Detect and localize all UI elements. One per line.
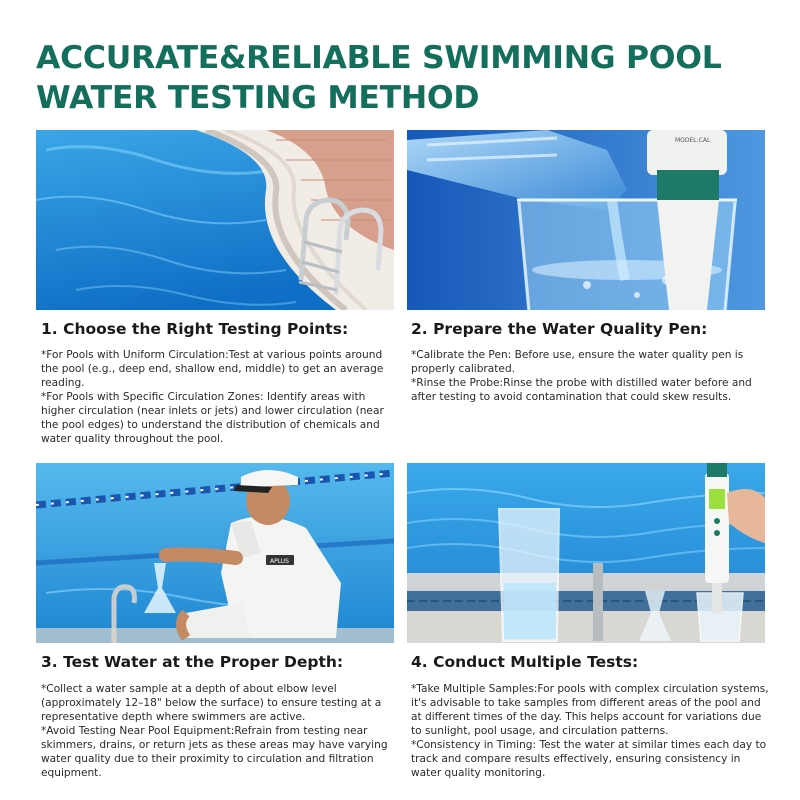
section-3-body [41, 682, 393, 780]
title-line-1: ACCURATE&RELIABLE SWIMMING POOL [36, 40, 722, 76]
pool-ladder-photo [36, 130, 394, 310]
title-line-2: WATER TESTING METHOD [36, 80, 480, 116]
section-1-paragraph: *For Pools with Specific Circulation Zones: Identify areas with higher circulation (near inlets or jets) and lower circulation (near the pool edges) to understand the distribution of chemicals and water quality throughout the pool. [41, 391, 384, 445]
pen-model-label: MODEL:CAL [675, 137, 711, 144]
man-testing-photo [36, 463, 394, 643]
section-4-paragraph: *Consistency in Timing: Test the water at similar times each day to track and compare results effectively, ensuring consistency in water quality monitoring. [411, 739, 767, 779]
page-title [36, 38, 776, 118]
section-3-heading: 3. Test Water at the Proper Depth: [41, 653, 344, 671]
section-2-heading: 2. Prepare the Water Quality Pen: [411, 320, 708, 338]
section-2-paragraph: *Calibrate the Pen: Before use, ensure the water quality pen is properly calibrated. [411, 349, 744, 375]
section-3-paragraph: *Collect a water sample at a depth of about elbow level (approximately 12–18" below the surface) to ensure testing at a representative depth where swimmers are active. [41, 683, 382, 723]
section-1-body [41, 348, 391, 446]
section-1-paragraph: *For Pools with Uniform Circulation:Test at various points around the pool (e.g., deep end, shallow end, middle) to get an average reading. [41, 349, 384, 389]
section-3-paragraph: *Avoid Testing Near Pool Equipment:Refrain from testing near skimmers, drains, or return jets as these areas may have varying water quality due to their proximity to circulation and filtration equipment. [41, 725, 388, 779]
section-2-body [411, 348, 766, 404]
tester-beakers-photo [407, 463, 765, 643]
shirt-badge-text: APLUS [270, 558, 289, 565]
section-4-body [411, 682, 771, 780]
section-2-paragraph: *Rinse the Probe:Rinse the probe with distilled water before and after testing to avoid contamination that could skew results. [411, 377, 752, 403]
section-1-heading: 1. Choose the Right Testing Points: [41, 320, 349, 338]
section-4-paragraph: *Take Multiple Samples:For pools with complex circulation systems, it's advisable to take samples from different areas of the pool and at different times of the day. This helps account for variations due to sunlight, pool usage, and circulation patterns. [411, 683, 769, 737]
water-pen-photo [407, 130, 765, 310]
section-4-heading: 4. Conduct Multiple Tests: [411, 653, 639, 671]
